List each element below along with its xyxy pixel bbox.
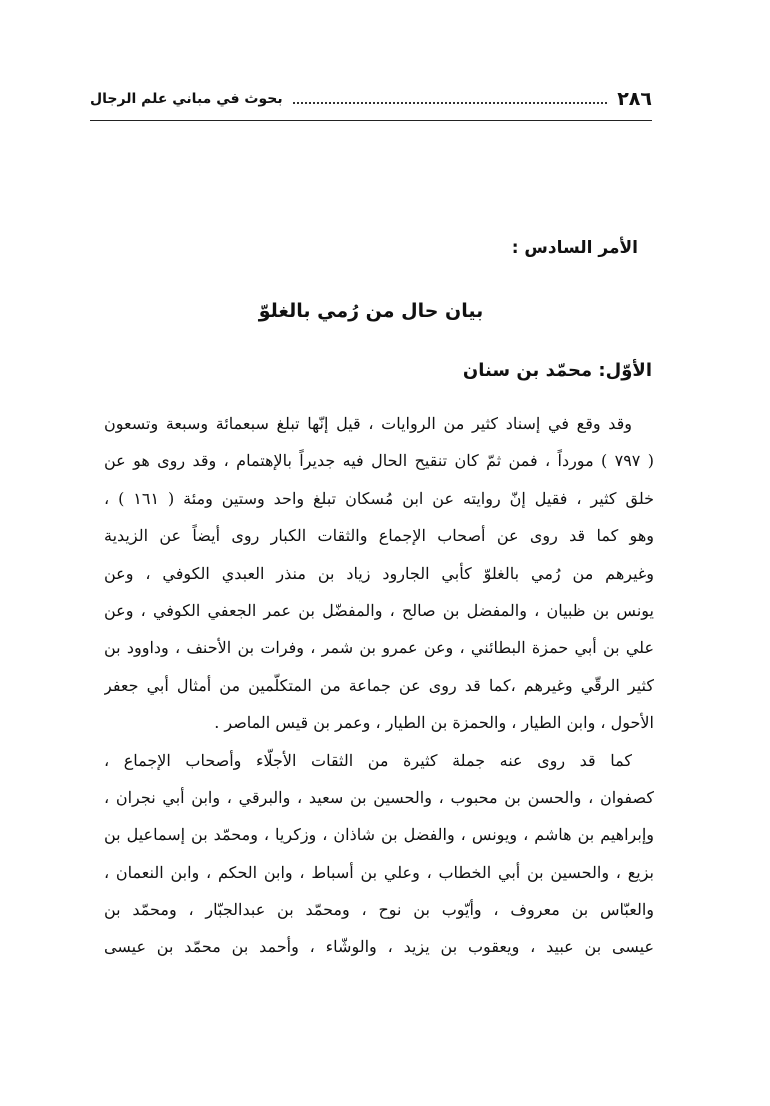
running-header <box>90 84 652 114</box>
section-label: الأمر السادس : <box>511 238 638 258</box>
text-line: كصفوان ، والحسن بن محبوب ، والحسين بن سعيد ، والبرقي ، وابن أبي نجران ، <box>104 787 654 807</box>
text-line: علي بن أبي حمزة البطائني ، وعن عمرو بن شمر ، وفرات بن الأحنف ، وداوود بن <box>104 638 654 658</box>
text-line: وإبراهيم بن هاشم ، ويونس ، والفضل بن شاذان ، وزكريا ، ومحمّد بن إسماعيل بن <box>104 825 654 845</box>
text-line: والعبّاس بن معروف ، وأيّوب بن نوح ، ومحمّد بن عبدالجبّار ، ومحمّد بن <box>104 900 654 920</box>
text-line: وهو كما قد روى عن أصحاب الإجماع والثقات الكبار روى أيضاً عن الزيدية <box>104 526 654 546</box>
text-line: يونس بن ظبيان ، والمفضل بن صالح ، والمفضّل بن عمر الجعفي الكوفي ، وعن <box>104 600 654 620</box>
text-line: عيسى بن عبيد ، ويعقوب بن يزيد ، والوشّاء ، وأحمد بن محمّد بن عيسى <box>104 937 654 957</box>
text-line: كثير الرقّي وغيرهم ،كما قد روى عن جماعة من المتكلّمين من أمثال أبي جعفر <box>104 675 654 695</box>
text-line: بزيع ، والحسين بن أبي الخطاب ، وعلي بن أسباط ، وابن الحكم ، وابن النعمان ، <box>104 862 654 882</box>
page-number: ٢٨٦ <box>617 88 652 110</box>
dotted-leader <box>293 102 608 104</box>
text-line: خلق كثير ، فقيل إنّ روايته عن ابن مُسكان تبلغ واحد وستين ومئة ( ١٦١ ) ، <box>104 488 654 508</box>
text-line: وغيرهم من رُمي بالغلوّ كأبي الجارود زياد بن منذر العبدي الكوفي ، وعن <box>104 563 654 583</box>
text-line: الأحول ، وابن الطيار ، والحمزة بن الطيار ، وعمر بن قيس الماصر . <box>214 713 654 733</box>
text-line: ( ٧٩٧ ) مورداً ، فمن ثمّ كان تنقيح الحال فيه جديراً بالإهتمام ، وقد روى هو عن <box>104 451 654 471</box>
section-title: بيان حال من رُمي بالغلوّ <box>258 300 484 322</box>
subsection-title: الأوّل: محمّد بن سنان <box>462 360 652 381</box>
text-line: كما قد روى عنه جملة كثيرة من الثقات الأجلّاء وأصحاب الإجماع ، <box>104 750 632 770</box>
header-rule <box>90 120 652 121</box>
text-line: وقد وقع في إسناد كثير من الروايات ، قيل إنّها تبلغ سبعمائة وسبعة وتسعون <box>104 414 632 433</box>
book-title: بحوث في مباني علم الرجال <box>90 91 283 107</box>
body-text <box>104 405 654 966</box>
